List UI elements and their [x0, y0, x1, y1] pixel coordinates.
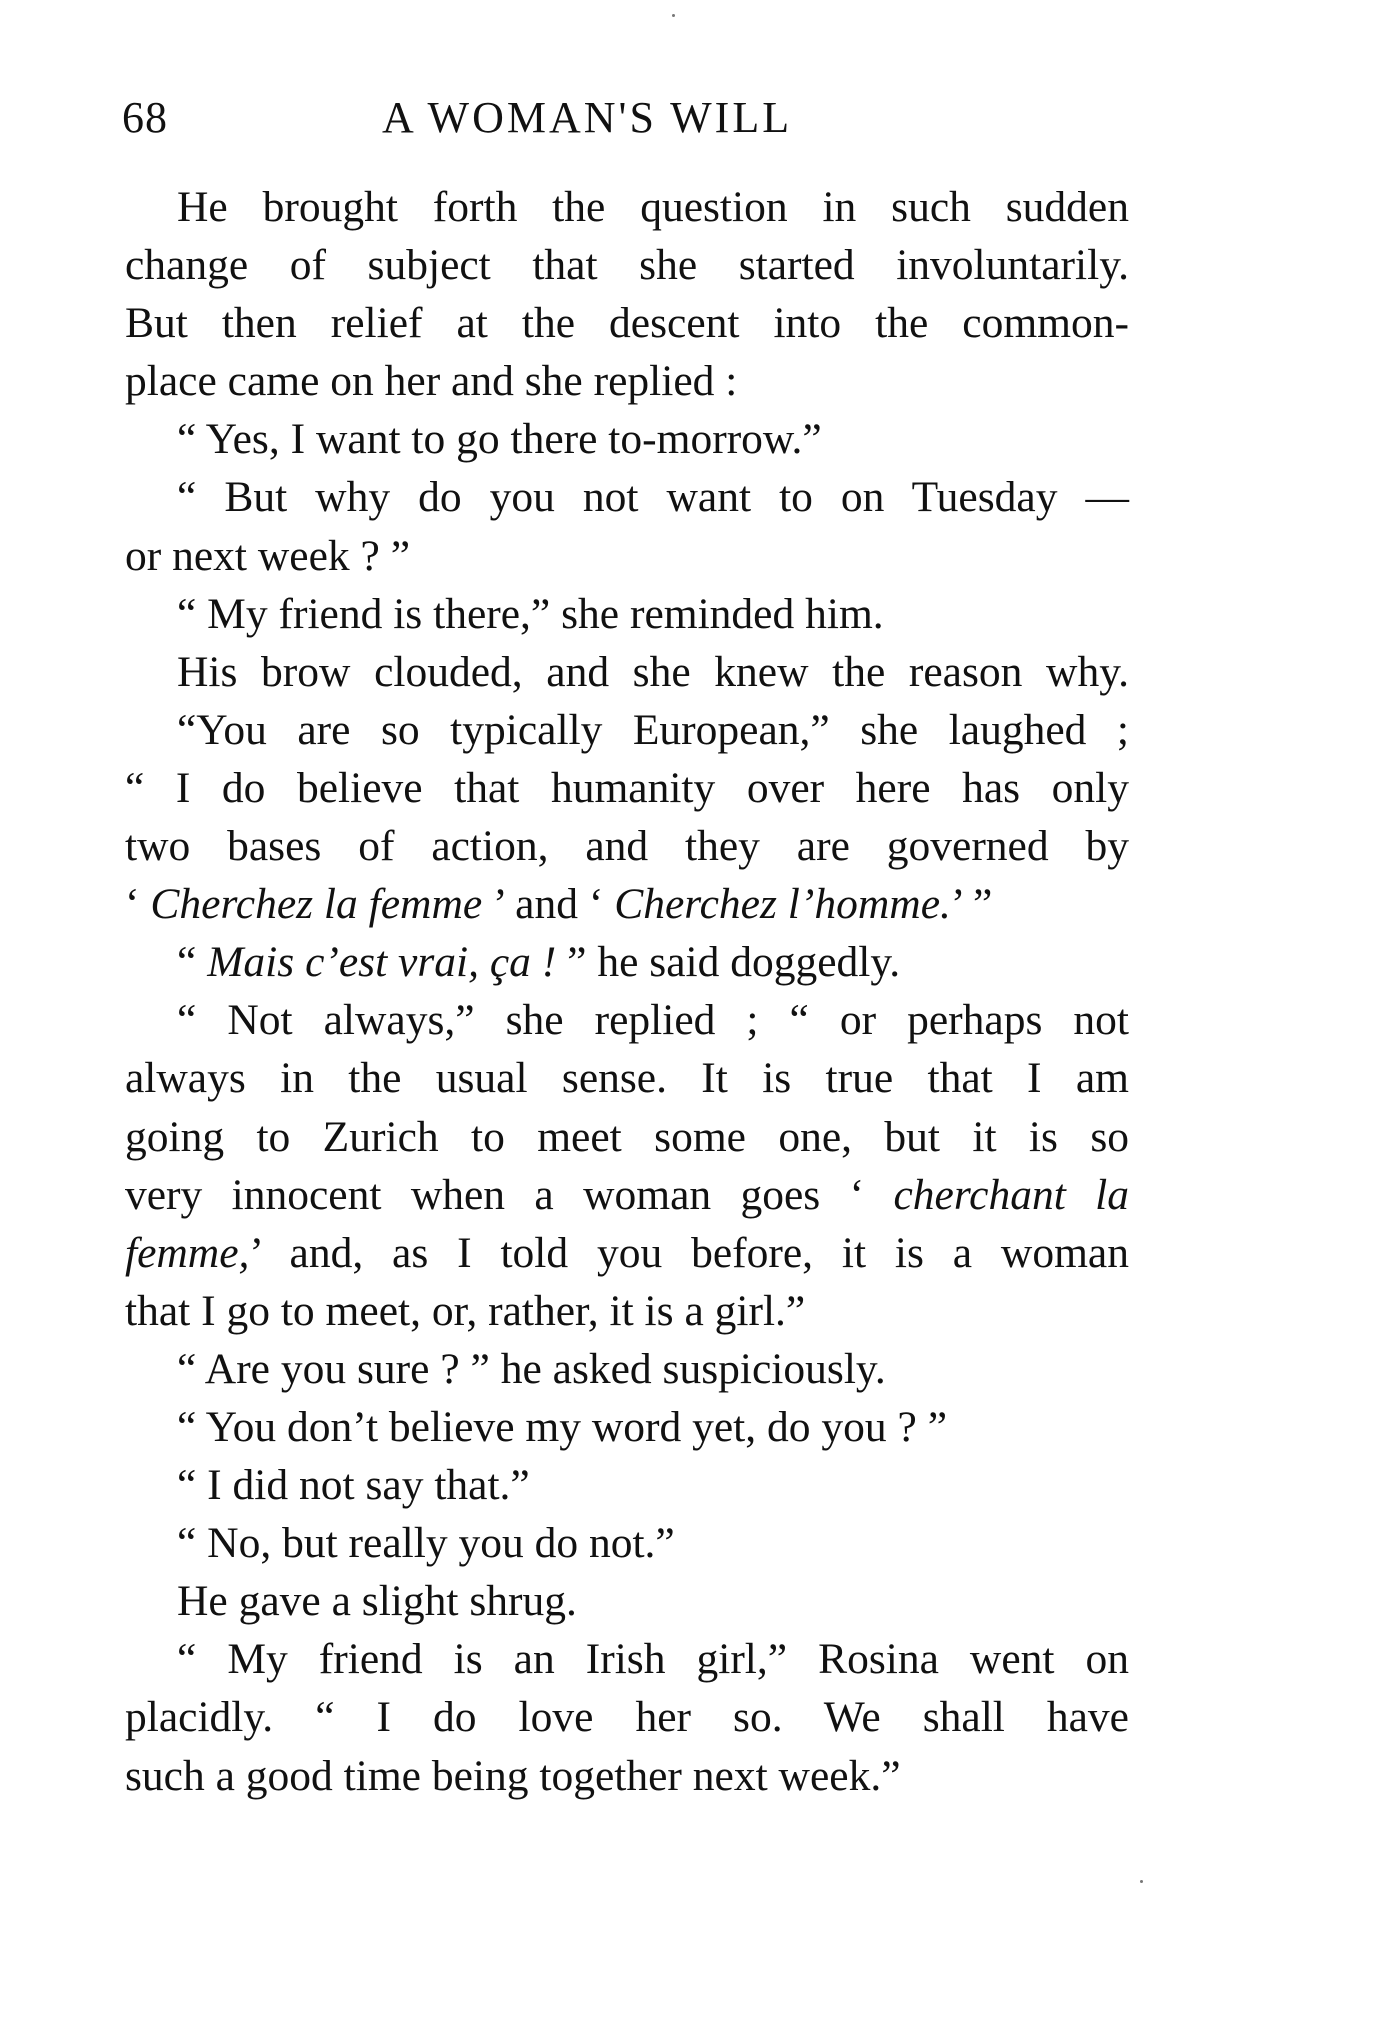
text-line: “ I do believe that humanity over here has only	[125, 763, 1129, 812]
paper-speck	[672, 14, 675, 17]
text-line: “You are so typically European,” she laughed ;	[177, 705, 1129, 754]
text-line: “ I did not say that.”	[177, 1461, 530, 1510]
text-line: “ No, but really you do not.”	[177, 1519, 675, 1568]
text-line: such a good time being together next week.”	[125, 1751, 901, 1800]
italic-phrase: cherchant la	[893, 1170, 1129, 1219]
text-line: two bases of action, and they are governed by	[125, 822, 1129, 871]
text-line: He brought forth the question in such sudden	[177, 183, 1129, 231]
italic-phrase: Cherchez l’homme.	[614, 880, 951, 929]
text-line: “ Yes, I want to go there to-morrow.”	[177, 415, 822, 464]
text-line: going to Zurich to meet some one, but it is so	[125, 1112, 1129, 1161]
paper-speck	[1140, 1880, 1143, 1883]
text-line: He gave a slight shrug.	[177, 1577, 577, 1626]
running-head	[122, 88, 1132, 148]
text-line: “ You don’t believe my word yet, do you ? ”	[177, 1402, 948, 1451]
italic-phrase: Cherchez la femme	[150, 880, 483, 929]
text-line: “ My friend is an Irish girl,” Rosina went on	[177, 1635, 1129, 1684]
text-line: femme,’ and, as I told you before, it is a woman	[125, 1228, 1129, 1277]
text-line: “ Are you sure ? ” he asked suspiciously.	[177, 1344, 886, 1393]
text-line: “ Not always,” she replied ; “ or perhaps not	[177, 996, 1129, 1045]
text-line: or next week ? ”	[125, 531, 411, 580]
text-line: “ My friend is there,” she reminded him.	[177, 589, 884, 638]
text-line: placidly. “ I do love her so. We shall have	[125, 1693, 1129, 1742]
text-line: “ Mais c’est vrai, ça ! ” he said doggedly.	[177, 938, 901, 987]
text-line: change of subject that she started involuntarily.	[125, 241, 1129, 290]
page-number: 68	[122, 93, 168, 142]
italic-phrase: Mais c’est vrai, ça !	[207, 938, 557, 987]
running-title: A WOMAN'S WILL	[382, 93, 793, 142]
text-line: place came on her and she replied :	[125, 357, 738, 406]
text-line: that I go to meet, or, rather, it is a girl.”	[125, 1286, 806, 1335]
text-line: His brow clouded, and she knew the reason why.	[177, 647, 1129, 696]
text-line: ‘ Cherchez la femme ’ and ‘ Cherchez l’homme.’ ”	[125, 880, 993, 929]
text-line: very innocent when a woman goes ‘ cherchant la	[125, 1170, 1129, 1219]
text-line: But then relief at the descent into the common-	[125, 299, 1129, 348]
text-line: always in the usual sense. It is true that I am	[125, 1054, 1129, 1103]
italic-phrase: femme,	[125, 1228, 250, 1277]
body-text	[125, 178, 1129, 1805]
text-line: “ But why do you not want to on Tuesday —	[177, 473, 1129, 522]
